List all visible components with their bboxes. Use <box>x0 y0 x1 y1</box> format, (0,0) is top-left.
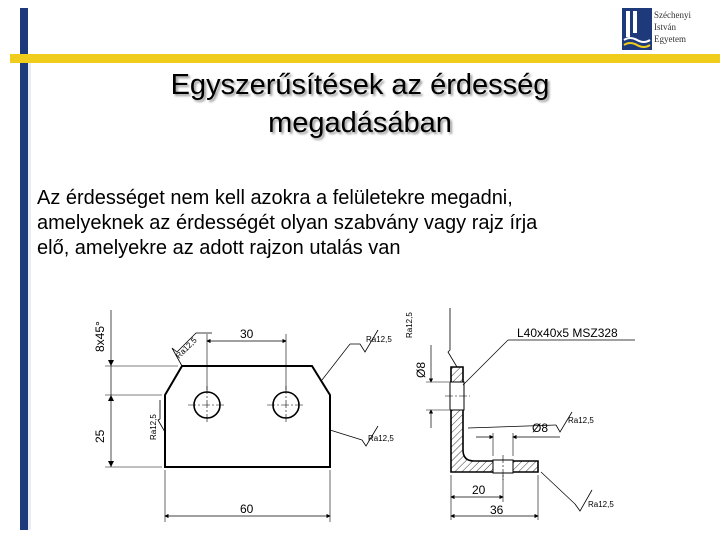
logo-line-3: Egyetem <box>654 34 686 44</box>
body-line-1: Az érdességet nem kell azokra a felületekre megadni, <box>37 187 513 209</box>
ra-label-1: Ra12,5 <box>174 335 199 361</box>
dim-20: 20 <box>472 483 486 497</box>
ra-symbol-left-side <box>149 400 165 440</box>
ra-label-2: Ra12,5 <box>149 414 158 440</box>
logo-line-2: István <box>654 22 676 32</box>
dim-chamfer: 8x45° <box>93 321 107 352</box>
title-line-1: Egyszerűsítések az érdesség <box>170 69 550 101</box>
ra-symbol-right-top <box>322 330 392 380</box>
plate-view <box>93 310 394 522</box>
angle-section-view <box>405 308 635 520</box>
dim-60: 60 <box>240 502 254 516</box>
logo-line-1: Széchenyi <box>654 10 691 20</box>
ra-label-6: Ra12,5 <box>568 416 594 425</box>
dim-d8-vertical: Ø8 <box>414 361 428 378</box>
body-line-3: elő, amelyekre az adott rajzon utalás van <box>37 237 401 259</box>
title-line-2: megadásában <box>268 107 452 139</box>
ra-symbol-right-side <box>330 426 394 446</box>
ra-label-5: Ra12,5 <box>405 312 414 338</box>
ra-symbol-angle-bottom <box>541 472 614 511</box>
body-line-2: amelyeknek az érdességét olyan szabvány vagy rajz írja <box>37 212 538 234</box>
profile-spec: L40x40x5 MSZ328 <box>517 326 618 340</box>
plate-outline <box>165 366 330 467</box>
ra-symbol-left-top <box>172 333 212 366</box>
ra-label-7: Ra12,5 <box>588 500 614 509</box>
dim-d8-horizontal: Ø8 <box>532 421 549 435</box>
ra-label-3: Ra12,5 <box>366 335 392 344</box>
dim-30: 30 <box>240 327 254 341</box>
dim-36: 36 <box>490 503 504 517</box>
dim-25: 25 <box>93 429 107 443</box>
ra-label-4: Ra12,5 <box>368 434 394 443</box>
